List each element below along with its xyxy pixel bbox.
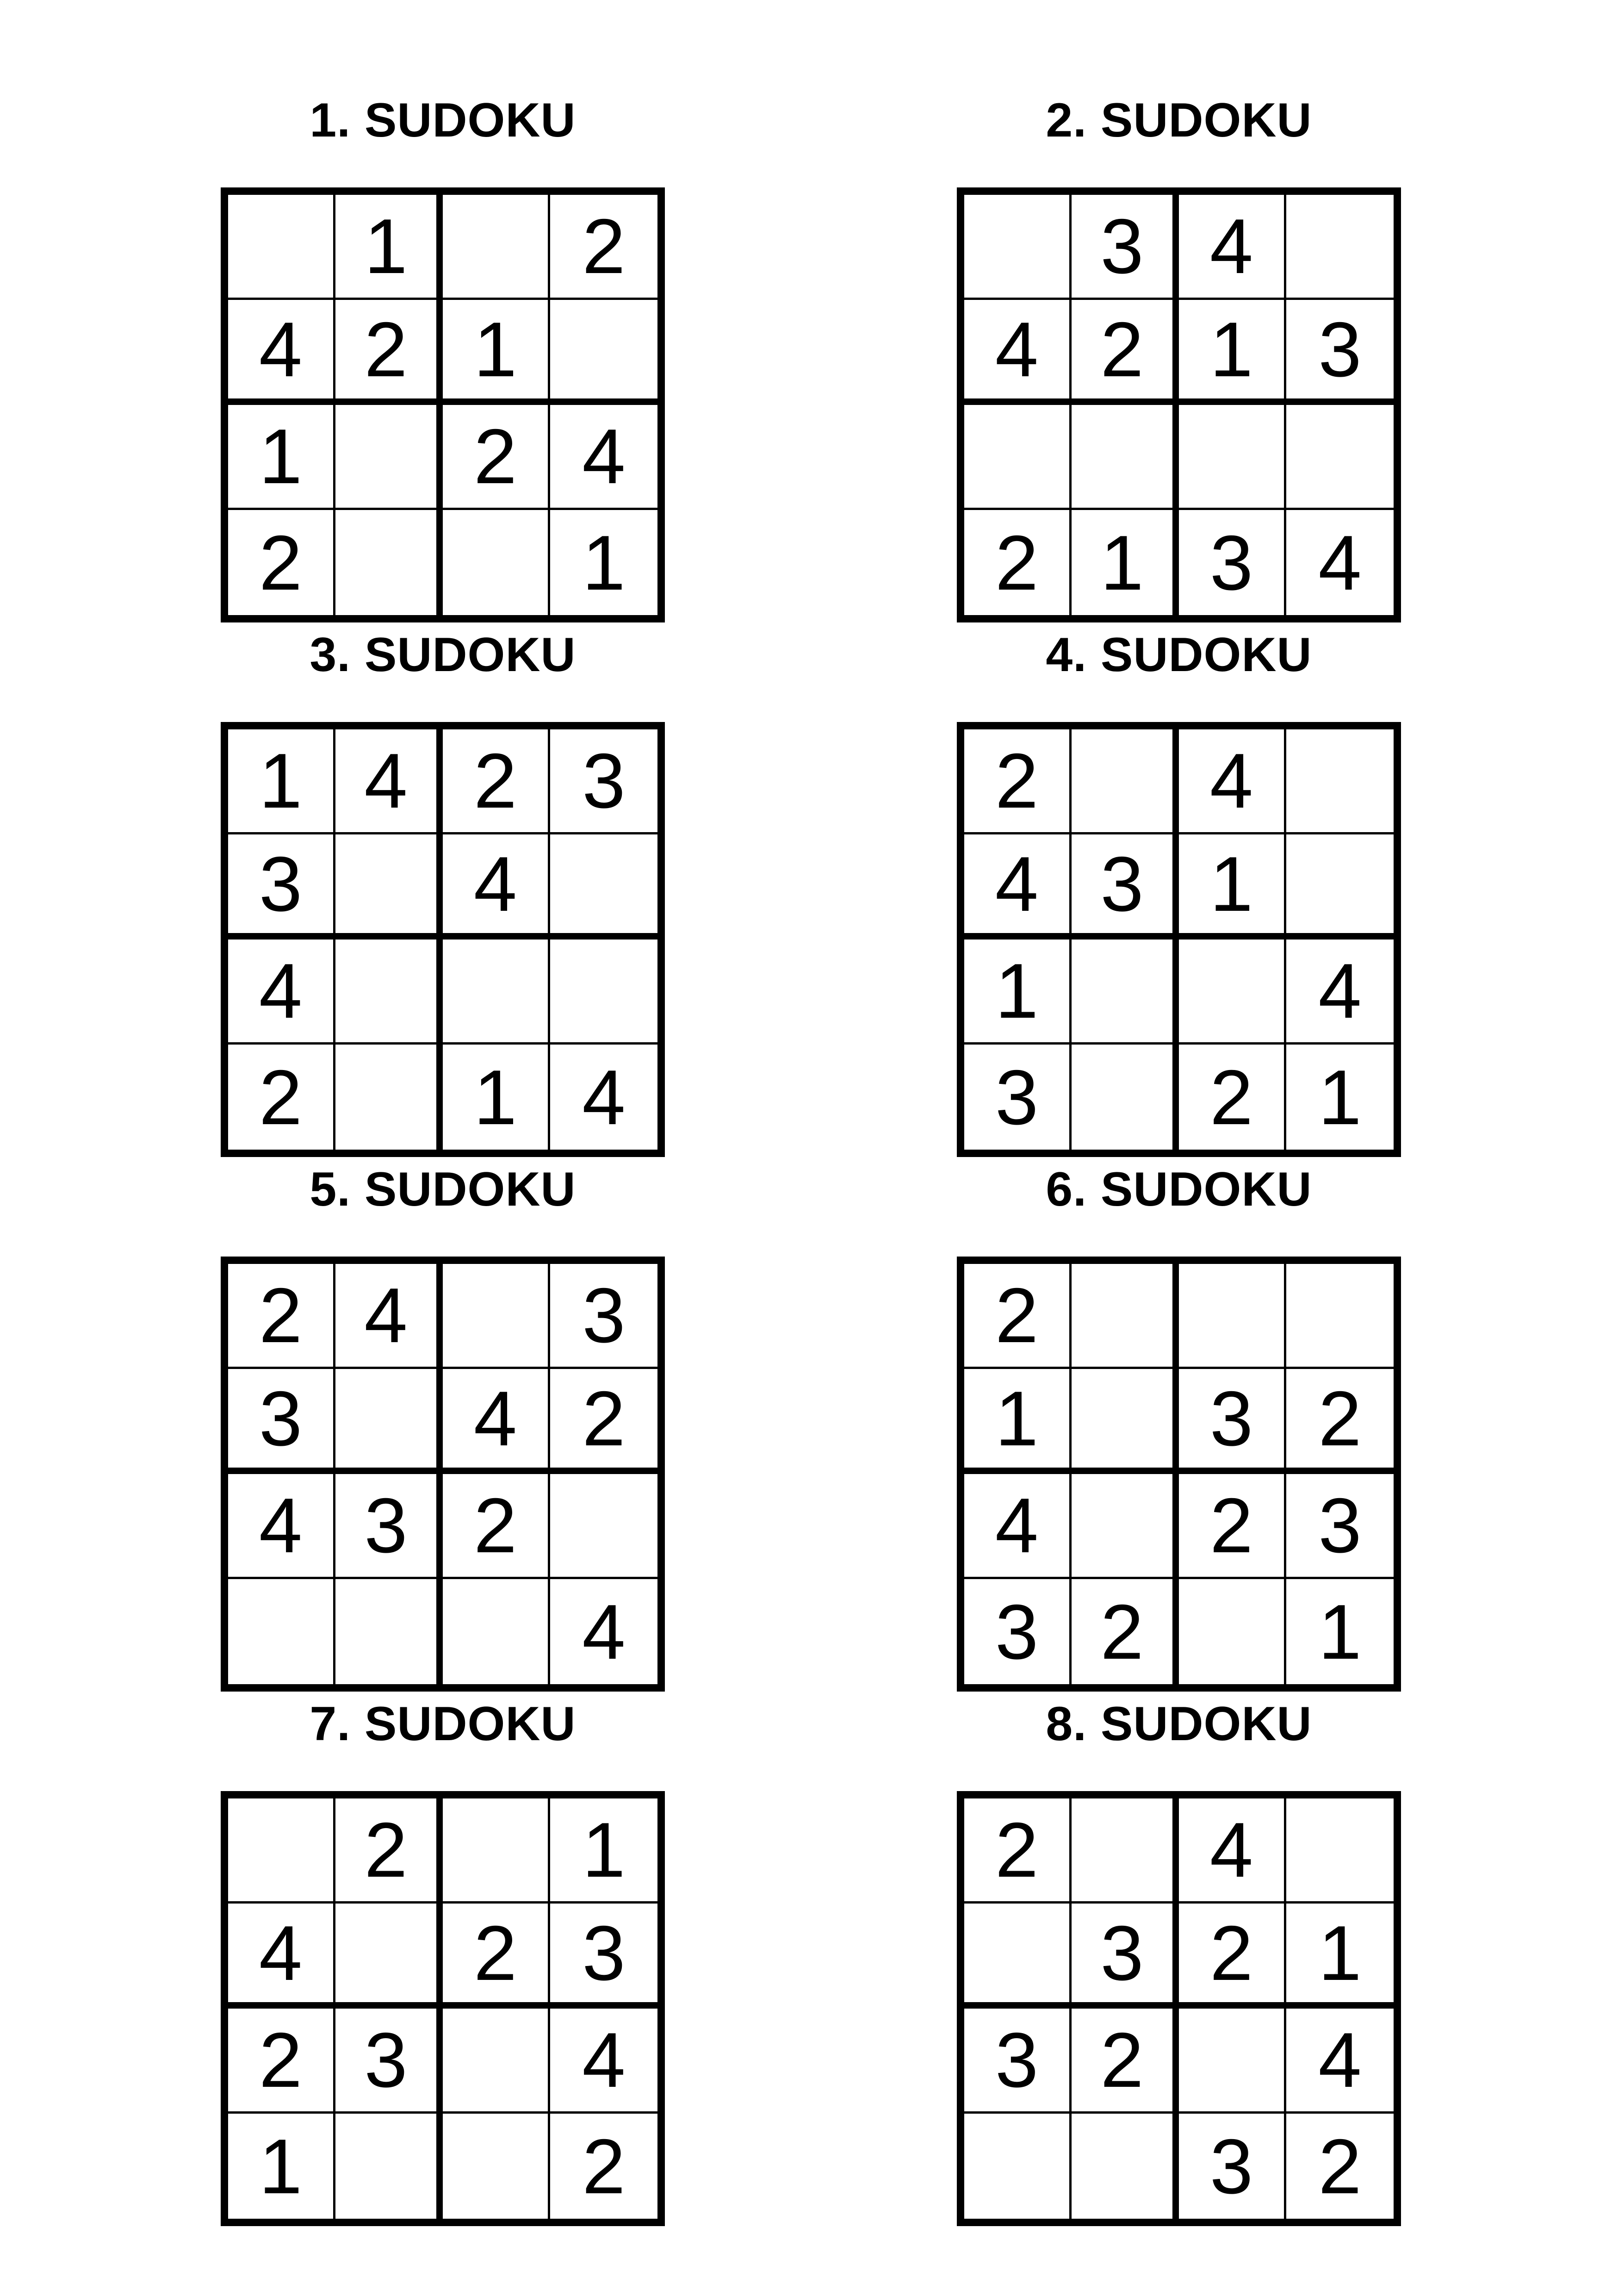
- sudoku-puzzle-6: [957, 1152, 1401, 1726]
- sudoku-cell[interactable]: 4: [1318, 519, 1362, 606]
- sudoku-cell[interactable]: [1179, 940, 1286, 1045]
- sudoku-cell[interactable]: 3: [1072, 1904, 1179, 2009]
- sudoku-cell[interactable]: 4: [550, 2009, 657, 2114]
- sudoku-cell[interactable]: 2: [582, 2122, 626, 2210]
- sudoku-cell[interactable]: [335, 834, 443, 940]
- sudoku-cell[interactable]: 2: [964, 1264, 1072, 1369]
- sudoku-cell[interactable]: 2: [964, 729, 1072, 834]
- sudoku-cell[interactable]: [1179, 1264, 1286, 1369]
- sudoku-cell[interactable]: 2: [1072, 1579, 1179, 1684]
- sudoku-cell[interactable]: [1072, 2114, 1179, 2219]
- sudoku-cell[interactable]: 3: [335, 1474, 443, 1579]
- puzzle-title: 3. SUDOKU: [310, 628, 576, 682]
- sudoku-cell[interactable]: 1: [228, 2114, 335, 2219]
- sudoku-cell[interactable]: 1: [228, 405, 335, 510]
- sudoku-cell[interactable]: [964, 1904, 1072, 2009]
- sudoku-cell[interactable]: [335, 405, 443, 510]
- sudoku-cell[interactable]: 4: [228, 300, 335, 405]
- sudoku-puzzle-3: [221, 618, 665, 1192]
- puzzle-title: 5. SUDOKU: [310, 1163, 576, 1216]
- sudoku-cell[interactable]: 1: [1286, 1904, 1394, 2009]
- sudoku-cell[interactable]: [228, 1798, 335, 1904]
- sudoku-cell[interactable]: 3: [1179, 510, 1286, 615]
- sudoku-cell[interactable]: [550, 300, 657, 405]
- sudoku-cell[interactable]: [1072, 1798, 1179, 1904]
- sudoku-cell[interactable]: 1: [228, 729, 335, 834]
- sudoku-cell[interactable]: 3: [228, 1369, 335, 1474]
- sudoku-cell[interactable]: 1: [582, 519, 626, 606]
- sudoku-cell[interactable]: [1286, 1798, 1394, 1904]
- puzzle-title: 6. SUDOKU: [1046, 1163, 1312, 1216]
- sudoku-cell[interactable]: 2: [443, 405, 550, 510]
- sudoku-cell[interactable]: [335, 510, 443, 615]
- sudoku-cell[interactable]: [1072, 1264, 1179, 1369]
- sudoku-cell[interactable]: 2: [228, 510, 335, 615]
- sudoku-cell[interactable]: 4: [964, 1474, 1072, 1579]
- puzzle-title: 2. SUDOKU: [1046, 93, 1312, 147]
- sudoku-cell[interactable]: [1286, 834, 1394, 940]
- sudoku-cell[interactable]: [443, 2114, 550, 2219]
- sudoku-cell[interactable]: 4: [228, 940, 335, 1045]
- sudoku-cell[interactable]: 4: [550, 405, 657, 510]
- sudoku-cell[interactable]: [443, 1798, 550, 1904]
- sudoku-cell[interactable]: 3: [1286, 300, 1394, 405]
- sudoku-cell[interactable]: 2: [1072, 2009, 1179, 2114]
- sudoku-cell[interactable]: 3: [550, 1904, 657, 2009]
- sudoku-cell[interactable]: [550, 834, 657, 940]
- sudoku-cell[interactable]: 3: [228, 834, 335, 940]
- sudoku-puzzle-7: [221, 1687, 665, 2261]
- sudoku-cell[interactable]: 2: [1072, 300, 1179, 405]
- sudoku-cell[interactable]: 3: [1072, 195, 1179, 300]
- sudoku-cell[interactable]: 1: [1072, 510, 1179, 615]
- sudoku-cell[interactable]: [1286, 405, 1394, 510]
- sudoku-cell[interactable]: 4: [964, 300, 1072, 405]
- sudoku-cell[interactable]: 1: [1179, 300, 1286, 405]
- sudoku-cell[interactable]: 4: [335, 729, 443, 834]
- sudoku-cell[interactable]: 2: [443, 1904, 550, 2009]
- sudoku-cell[interactable]: [1072, 1474, 1179, 1579]
- sudoku-cell[interactable]: [1286, 1264, 1394, 1369]
- sudoku-cell[interactable]: [443, 195, 550, 300]
- sudoku-cell[interactable]: 4: [582, 1588, 626, 1675]
- sudoku-puzzle-4: [957, 618, 1401, 1192]
- sudoku-cell[interactable]: [443, 1264, 550, 1369]
- sudoku-cell[interactable]: [335, 1369, 443, 1474]
- sudoku-cell[interactable]: 2: [1179, 1474, 1286, 1579]
- sudoku-cell[interactable]: 1: [443, 1045, 550, 1150]
- sudoku-cell[interactable]: [1179, 1579, 1286, 1684]
- sudoku-puzzle-2: [957, 83, 1401, 657]
- sudoku-cell[interactable]: [335, 1579, 443, 1684]
- sudoku-cell[interactable]: 1: [964, 940, 1072, 1045]
- sudoku-cell[interactable]: [964, 405, 1072, 510]
- sudoku-cell[interactable]: [1286, 729, 1394, 834]
- sudoku-cell[interactable]: 3: [1286, 1474, 1394, 1579]
- sudoku-grid: [957, 1791, 1401, 2226]
- sudoku-cell[interactable]: [443, 1579, 550, 1684]
- sudoku-cell[interactable]: 2: [964, 1798, 1072, 1904]
- sudoku-cell[interactable]: 2: [550, 195, 657, 300]
- sudoku-cell[interactable]: [1072, 940, 1179, 1045]
- puzzle-title: 4. SUDOKU: [1046, 628, 1312, 682]
- sudoku-cell[interactable]: 4: [582, 1053, 626, 1141]
- sudoku-cell[interactable]: 4: [443, 1369, 550, 1474]
- sudoku-cell[interactable]: 4: [964, 834, 1072, 940]
- sudoku-cell[interactable]: 4: [443, 834, 550, 940]
- sudoku-cell[interactable]: 3: [1179, 1369, 1286, 1474]
- sudoku-cell[interactable]: [1286, 195, 1394, 300]
- sudoku-cell[interactable]: [964, 2114, 1072, 2219]
- sudoku-cell[interactable]: 1: [964, 1369, 1072, 1474]
- sudoku-cell[interactable]: [335, 2114, 443, 2219]
- sudoku-cell[interactable]: [1179, 2009, 1286, 2114]
- sudoku-grid: [221, 722, 665, 1157]
- sudoku-grid: [221, 1791, 665, 2226]
- sudoku-cell[interactable]: 2: [550, 1369, 657, 1474]
- sudoku-cell[interactable]: 4: [335, 1264, 443, 1369]
- sudoku-puzzle-5: [221, 1152, 665, 1726]
- sudoku-cell[interactable]: 2: [964, 510, 1072, 615]
- sudoku-cell[interactable]: 3: [1179, 2114, 1286, 2219]
- sudoku-puzzle-8: [957, 1687, 1401, 2261]
- sudoku-cell[interactable]: 2: [228, 1045, 335, 1150]
- sudoku-cell[interactable]: 3: [550, 729, 657, 834]
- sudoku-cell[interactable]: [335, 1045, 443, 1150]
- sudoku-puzzle-1: [221, 83, 665, 657]
- sudoku-cell[interactable]: 2: [1318, 2122, 1362, 2210]
- sudoku-cell[interactable]: 4: [228, 1904, 335, 2009]
- sudoku-cell[interactable]: 2: [1286, 1369, 1394, 1474]
- sudoku-cell[interactable]: 3: [1072, 834, 1179, 940]
- sudoku-cell[interactable]: 1: [1179, 834, 1286, 940]
- sudoku-cell[interactable]: 1: [443, 300, 550, 405]
- sudoku-cell[interactable]: 2: [335, 1798, 443, 1904]
- sudoku-cell[interactable]: [443, 2009, 550, 2114]
- sudoku-cell[interactable]: [1072, 405, 1179, 510]
- sudoku-cell[interactable]: 2: [228, 2009, 335, 2114]
- sudoku-cell[interactable]: [1179, 405, 1286, 510]
- sudoku-cell[interactable]: 4: [228, 1474, 335, 1579]
- puzzle-title: 7. SUDOKU: [310, 1697, 576, 1751]
- sudoku-cell[interactable]: 3: [335, 2009, 443, 2114]
- sudoku-cell[interactable]: 4: [1286, 2009, 1394, 2114]
- sudoku-cell[interactable]: 2: [443, 1474, 550, 1579]
- sudoku-cell[interactable]: 2: [443, 729, 550, 834]
- sudoku-cell[interactable]: [228, 1579, 335, 1684]
- sudoku-cell[interactable]: 2: [1179, 1904, 1286, 2009]
- sudoku-cell[interactable]: 2: [228, 1264, 335, 1369]
- sudoku-cell[interactable]: 2: [335, 300, 443, 405]
- sudoku-cell[interactable]: 4: [1179, 1798, 1286, 1904]
- sudoku-cell[interactable]: 3: [964, 2009, 1072, 2114]
- sudoku-grid: [957, 1257, 1401, 1692]
- sudoku-cell[interactable]: 1: [550, 1798, 657, 1904]
- sudoku-cell[interactable]: 4: [1179, 729, 1286, 834]
- sudoku-cell[interactable]: [228, 195, 335, 300]
- sudoku-grid: [957, 722, 1401, 1157]
- sudoku-grid: [957, 187, 1401, 622]
- sudoku-cell[interactable]: 1: [335, 195, 443, 300]
- sudoku-cell[interactable]: 4: [1179, 195, 1286, 300]
- sudoku-cell[interactable]: 3: [964, 1579, 1072, 1684]
- sudoku-cell[interactable]: [335, 1904, 443, 2009]
- sudoku-cell[interactable]: [1072, 1369, 1179, 1474]
- sudoku-cell[interactable]: 4: [1286, 940, 1394, 1045]
- sudoku-cell[interactable]: [335, 940, 443, 1045]
- sudoku-grid: [221, 1257, 665, 1692]
- sudoku-cell[interactable]: [1072, 729, 1179, 834]
- sudoku-cell[interactable]: 1: [1318, 1053, 1362, 1141]
- sudoku-cell[interactable]: [964, 195, 1072, 300]
- sudoku-cell[interactable]: 1: [1318, 1588, 1362, 1675]
- sudoku-cell[interactable]: 3: [964, 1045, 1072, 1150]
- sudoku-grid: [221, 187, 665, 622]
- sudoku-cell[interactable]: [443, 510, 550, 615]
- sudoku-cell[interactable]: [550, 1474, 657, 1579]
- puzzle-title: 8. SUDOKU: [1046, 1697, 1312, 1751]
- sudoku-cell[interactable]: [550, 940, 657, 1045]
- puzzle-title: 1. SUDOKU: [310, 93, 576, 147]
- sudoku-cell[interactable]: 2: [1179, 1045, 1286, 1150]
- sudoku-cell[interactable]: 3: [550, 1264, 657, 1369]
- sudoku-cell[interactable]: [1072, 1045, 1179, 1150]
- sudoku-cell[interactable]: [443, 940, 550, 1045]
